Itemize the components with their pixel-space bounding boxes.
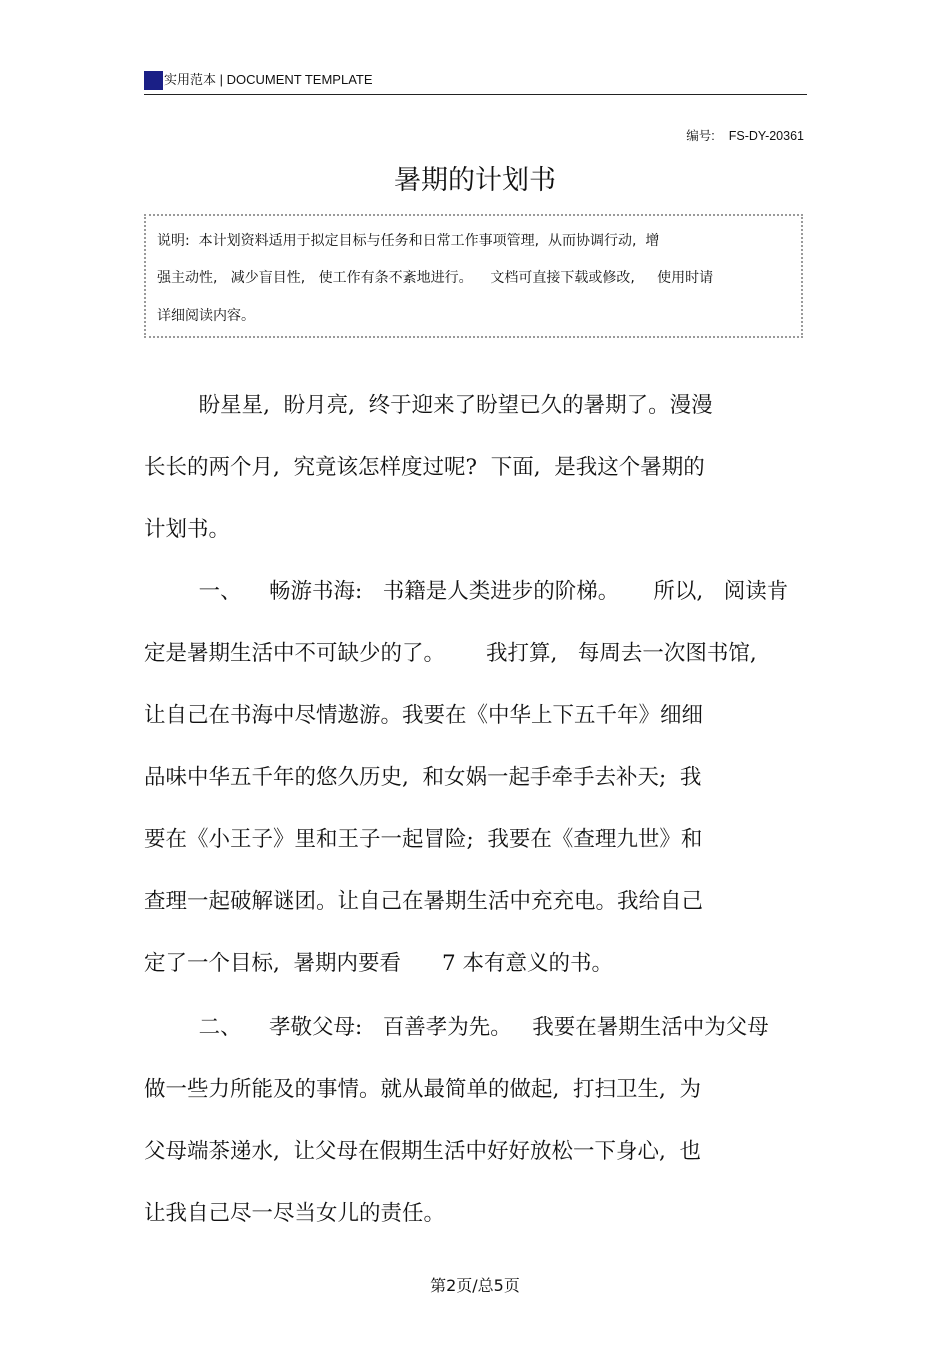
body-line: 盼星星, 盼月亮, 终于迎来了盼望已久的暑期了。漫漫 xyxy=(144,393,713,418)
body-line: 查理一起破解谜团。让自己在暑期生活中充充电。我给自己 xyxy=(144,889,704,914)
body-line: 一、 畅游书海: 书籍是人类进步的阶梯。 所以, 阅读肯 xyxy=(144,579,789,604)
body-line: 定了一个目标, 暑期内要看 7 本有意义的书。 xyxy=(144,951,614,976)
document-number xyxy=(686,126,804,144)
body-line: 做一些力所能及的事情。就从最简单的做起, 打扫卫生, 为 xyxy=(144,1077,702,1102)
body-line: 二、 孝敬父母: 百善孝为先。 我要在暑期生活中为父母 xyxy=(144,1015,769,1040)
page-number: 第2页/总5页 xyxy=(430,1276,520,1295)
body-line: 长长的两个月, 究竟该怎样度过呢? 下面, 是我这个暑期的 xyxy=(144,455,705,480)
document-number-label: 编号: xyxy=(686,129,715,143)
body-line: 父母端茶递水, 让父母在假期生活中好好放松一下身心, 也 xyxy=(144,1139,702,1164)
body-line: 品味中华五千年的悠久历史, 和女娲一起手牵手去补天; 我 xyxy=(144,765,702,790)
document-number-value: FS-DY-20361 xyxy=(728,129,804,143)
body-line: 让自己在书海中尽情遨游。我要在《中华上下五千年》细细 xyxy=(144,703,704,728)
header-brand-text: 实用范本 | DOCUMENT TEMPLATE xyxy=(164,72,373,87)
document-title: 暑期的计划书 xyxy=(394,165,556,196)
body-line: 要在《小王子》里和王子一起冒险; 我要在《查理九世》和 xyxy=(144,827,703,852)
notice-box xyxy=(144,214,803,338)
body-line: 让我自己尽一尽当女儿的责任。 xyxy=(144,1201,446,1226)
brand-square-icon xyxy=(144,71,163,90)
page-header xyxy=(144,68,807,95)
body-line: 计划书。 xyxy=(144,517,231,542)
notice-line: 强主动性, 减少盲目性, 使工作有条不紊地进行。 文档可直接下载或修改, 使用时请 xyxy=(157,270,714,286)
notice-line: 说明: 本计划资料适用于拟定目标与任务和日常工作事项管理, 从而协调行动, 增 xyxy=(157,233,660,249)
body-line: 定是暑期生活中不可缺少的了。 我打算, 每周去一次图书馆, xyxy=(144,641,757,666)
notice-line: 详细阅读内容。 xyxy=(157,308,255,324)
